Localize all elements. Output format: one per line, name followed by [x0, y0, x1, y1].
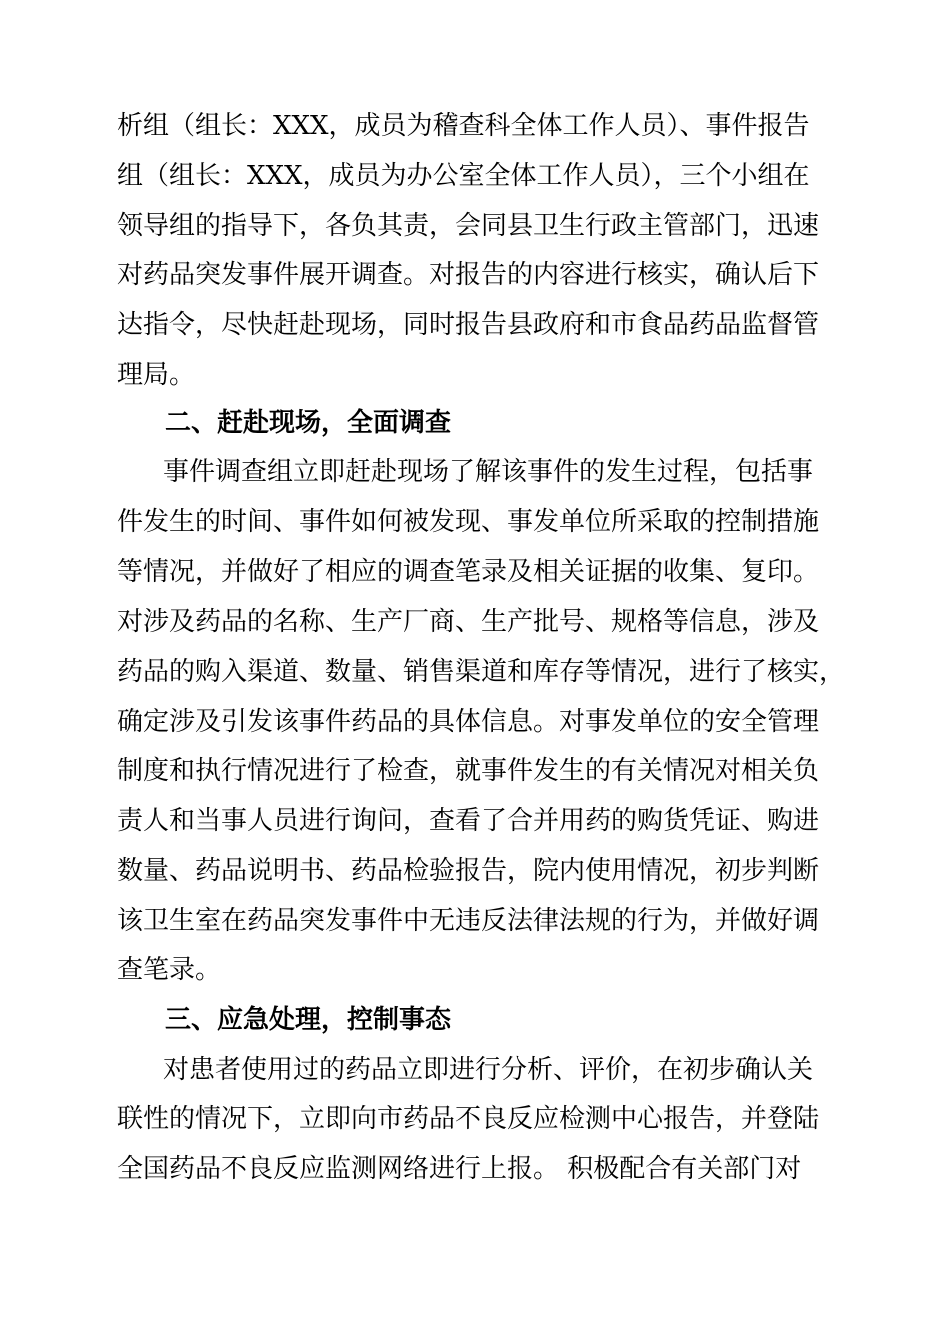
paragraph-line: 理局。	[117, 360, 196, 390]
paragraph-line: 等情况，并做好了相应的调查笔录及相关证据的收集、复印。	[117, 557, 820, 587]
paragraph-line: 药品的购入渠道、数量、销售渠道和库存等情况，进行了核实，	[117, 657, 846, 687]
section-heading: 二、赶赴现场，全面调查	[165, 408, 452, 438]
paragraph-line: 该卫生室在药品突发事件中无违反法律法规的行为，并做好调	[117, 906, 820, 936]
paragraph-line: 析组（组长：XXX，成员为稽查科全体工作人员）、事件报告	[117, 111, 810, 141]
paragraph-line: 全国药品不良反应监测网络进行上报。 积极配合有关部门对	[117, 1154, 802, 1184]
paragraph-line: 数量、药品说明书、药品检验报告，院内使用情况，初步判断	[117, 856, 820, 886]
paragraph-line: 制度和执行情况进行了检查，就事件发生的有关情况对相关负	[117, 756, 820, 786]
paragraph-line: 达指令，尽快赶赴现场，同时报告县政府和市食品药品监督管	[117, 310, 820, 340]
section-heading: 三、应急处理，控制事态	[165, 1005, 452, 1035]
paragraph-line: 组（组长：XXX，成员为办公室全体工作人员），三个小组在	[117, 161, 810, 191]
paragraph-line: 责人和当事人员进行询问，查看了合并用药的购货凭证、购进	[117, 806, 820, 836]
paragraph-line: 领导组的指导下，各负其责，会同县卫生行政主管部门，迅速	[117, 211, 820, 241]
paragraph-line: 确定涉及引发该事件药品的具体信息。对事发单位的安全管理	[117, 707, 820, 737]
paragraph-line: 对涉及药品的名称、生产厂商、生产批号、规格等信息，涉及	[117, 607, 820, 637]
paragraph-line: 对药品突发事件展开调查。对报告的内容进行核实，确认后下	[117, 260, 820, 290]
paragraph-line: 事件调查组立即赶赴现场了解该事件的发生过程，包括事	[163, 457, 814, 487]
paragraph-line: 联性的情况下，立即向市药品不良反应检测中心报告，并登陆	[117, 1104, 820, 1134]
paragraph-line: 对患者使用过的药品立即进行分析、评价，在初步确认关	[163, 1055, 814, 1085]
paragraph-line: 查笔录。	[117, 955, 222, 985]
paragraph-line: 件发生的时间、事件如何被发现、事发单位所采取的控制措施	[117, 507, 820, 537]
